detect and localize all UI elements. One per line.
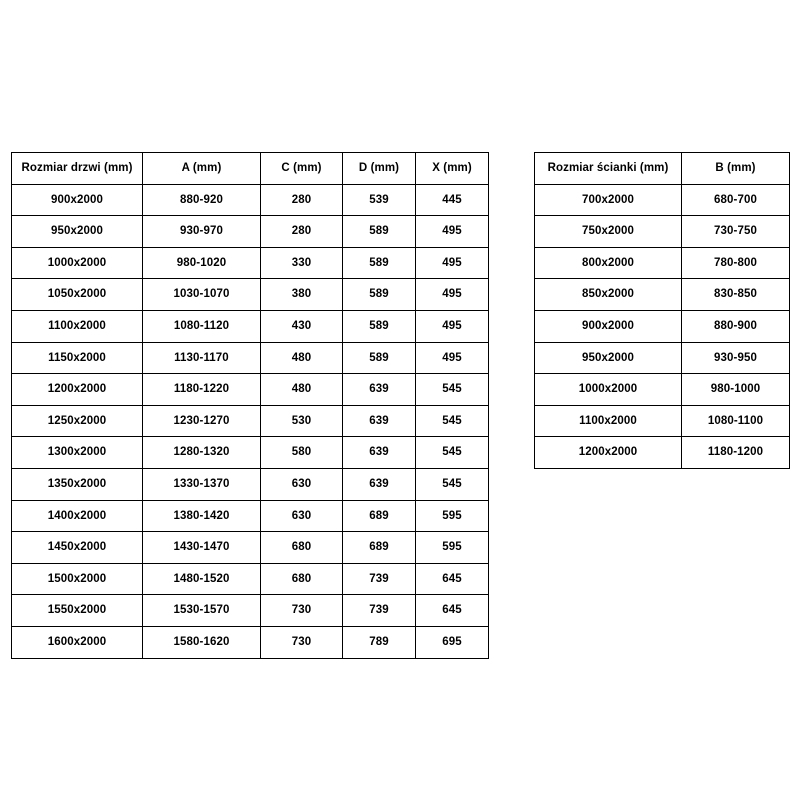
doors_table-cell: 1550x2000 (12, 595, 143, 627)
doors_table-cell: 495 (416, 279, 489, 311)
doors_table-cell: 495 (416, 216, 489, 248)
doors_table-cell: 1230-1270 (143, 405, 261, 437)
column-header-a: A (mm) (143, 153, 261, 185)
doors_table-cell: 539 (343, 184, 416, 216)
doors_table-cell: 1580-1620 (143, 626, 261, 658)
doors_table-cell: 739 (343, 563, 416, 595)
doors_table-cell: 630 (261, 468, 343, 500)
doors_table-cell: 1050x2000 (12, 279, 143, 311)
wall_table-cell: 750x2000 (535, 216, 682, 248)
doors_table-cell: 689 (343, 500, 416, 532)
doors_table-cell: 630 (261, 500, 343, 532)
column-header-wall-size: Rozmiar ścianki (mm) (535, 153, 682, 185)
wall_table-cell: 1180-1200 (682, 437, 790, 469)
table-row (535, 247, 790, 279)
doors_table-cell: 689 (343, 532, 416, 564)
doors_table-cell: 545 (416, 468, 489, 500)
wall_table-cell: 980-1000 (682, 374, 790, 406)
doors_table-cell: 280 (261, 184, 343, 216)
doors_table-cell: 1180-1220 (143, 374, 261, 406)
doors_table-cell: 1100x2000 (12, 310, 143, 342)
table-row (535, 342, 790, 374)
doors_table-cell: 950x2000 (12, 216, 143, 248)
doors_table-cell: 1130-1170 (143, 342, 261, 374)
table-header-row (12, 153, 489, 185)
doors_table-cell: 330 (261, 247, 343, 279)
doors_table-cell: 980-1020 (143, 247, 261, 279)
doors_table-cell: 900x2000 (12, 184, 143, 216)
doors_table-cell: 480 (261, 374, 343, 406)
table-row (535, 184, 790, 216)
doors_table-cell: 1500x2000 (12, 563, 143, 595)
table-row (535, 310, 790, 342)
table-row (12, 342, 489, 374)
doors_table-cell: 589 (343, 247, 416, 279)
table-row (535, 405, 790, 437)
doors_table-cell: 380 (261, 279, 343, 311)
doors_table-cell: 545 (416, 437, 489, 469)
table-row (12, 532, 489, 564)
doors_table-cell: 495 (416, 342, 489, 374)
doors_table-cell: 730 (261, 595, 343, 627)
doors_table-cell: 1330-1370 (143, 468, 261, 500)
doors_table-cell: 545 (416, 405, 489, 437)
wall_table-cell: 950x2000 (535, 342, 682, 374)
table-row (12, 563, 489, 595)
column-header-c: C (mm) (261, 153, 343, 185)
doors_table-cell: 530 (261, 405, 343, 437)
doors_table-cell: 645 (416, 563, 489, 595)
table-row (12, 626, 489, 658)
wall_table-cell: 1000x2000 (535, 374, 682, 406)
doors_table-cell: 1300x2000 (12, 437, 143, 469)
wall-sizes-table (534, 152, 790, 469)
table-row (535, 279, 790, 311)
doors_table-cell: 730 (261, 626, 343, 658)
doors_table-cell: 1400x2000 (12, 500, 143, 532)
doors_table-cell: 589 (343, 342, 416, 374)
doors_table-cell: 645 (416, 595, 489, 627)
doors_table-cell: 789 (343, 626, 416, 658)
table-row (12, 595, 489, 627)
column-header-b: B (mm) (682, 153, 790, 185)
table-header-row (535, 153, 790, 185)
wall_table-cell: 1200x2000 (535, 437, 682, 469)
doors_table-cell: 1030-1070 (143, 279, 261, 311)
wall_table-cell: 700x2000 (535, 184, 682, 216)
doors_table-cell: 1530-1570 (143, 595, 261, 627)
doors_table-cell: 680 (261, 532, 343, 564)
wall_table-cell: 850x2000 (535, 279, 682, 311)
doors_table-cell: 589 (343, 310, 416, 342)
wall_table-cell: 680-700 (682, 184, 790, 216)
table-row (12, 437, 489, 469)
doors_table-cell: 1150x2000 (12, 342, 143, 374)
doors_table-cell: 1080-1120 (143, 310, 261, 342)
wall_table-cell: 930-950 (682, 342, 790, 374)
doors_table-cell: 589 (343, 216, 416, 248)
wall_table-cell: 1080-1100 (682, 405, 790, 437)
table-row (535, 437, 790, 469)
doors_table-cell: 595 (416, 532, 489, 564)
doors_table-cell: 495 (416, 310, 489, 342)
doors_table-cell: 280 (261, 216, 343, 248)
table-row (12, 374, 489, 406)
doors_table-cell: 639 (343, 437, 416, 469)
doors_table-cell: 1200x2000 (12, 374, 143, 406)
doors_table-cell: 639 (343, 405, 416, 437)
doors_table-cell: 595 (416, 500, 489, 532)
table-row (12, 247, 489, 279)
doors_table-cell: 639 (343, 468, 416, 500)
doors_table-cell: 1280-1320 (143, 437, 261, 469)
doors_table-cell: 1450x2000 (12, 532, 143, 564)
doors_table-cell: 545 (416, 374, 489, 406)
doors_table-cell: 1350x2000 (12, 468, 143, 500)
table-row (12, 279, 489, 311)
doors_table-cell: 430 (261, 310, 343, 342)
doors_table-cell: 445 (416, 184, 489, 216)
door-sizes-table (11, 152, 489, 659)
table-row (535, 374, 790, 406)
doors_table-cell: 880-920 (143, 184, 261, 216)
wall_table-cell: 830-850 (682, 279, 790, 311)
doors_table-cell: 639 (343, 374, 416, 406)
table-row (12, 500, 489, 532)
doors_table-cell: 1480-1520 (143, 563, 261, 595)
column-header-d: D (mm) (343, 153, 416, 185)
table-row (12, 310, 489, 342)
doors_table-cell: 480 (261, 342, 343, 374)
column-header-x: X (mm) (416, 153, 489, 185)
doors_table-cell: 1380-1420 (143, 500, 261, 532)
doors_table-cell: 695 (416, 626, 489, 658)
wall_table-cell: 880-900 (682, 310, 790, 342)
doors_table-cell: 1000x2000 (12, 247, 143, 279)
doors_table-cell: 1430-1470 (143, 532, 261, 564)
doors_table-cell: 1250x2000 (12, 405, 143, 437)
doors_table-cell: 680 (261, 563, 343, 595)
doors_table-cell: 739 (343, 595, 416, 627)
doors_table-cell: 580 (261, 437, 343, 469)
wall_table-cell: 780-800 (682, 247, 790, 279)
wall_table-cell: 900x2000 (535, 310, 682, 342)
table-row (12, 216, 489, 248)
doors_table-cell: 589 (343, 279, 416, 311)
wall_table-cell: 730-750 (682, 216, 790, 248)
wall_table-cell: 800x2000 (535, 247, 682, 279)
wall_table-cell: 1100x2000 (535, 405, 682, 437)
doors_table-cell: 1600x2000 (12, 626, 143, 658)
table-row (12, 184, 489, 216)
doors_table-cell: 930-970 (143, 216, 261, 248)
doors_table-cell: 495 (416, 247, 489, 279)
table-row (12, 468, 489, 500)
table-row (12, 405, 489, 437)
column-header-door-size: Rozmiar drzwi (mm) (12, 153, 143, 185)
table-row (535, 216, 790, 248)
